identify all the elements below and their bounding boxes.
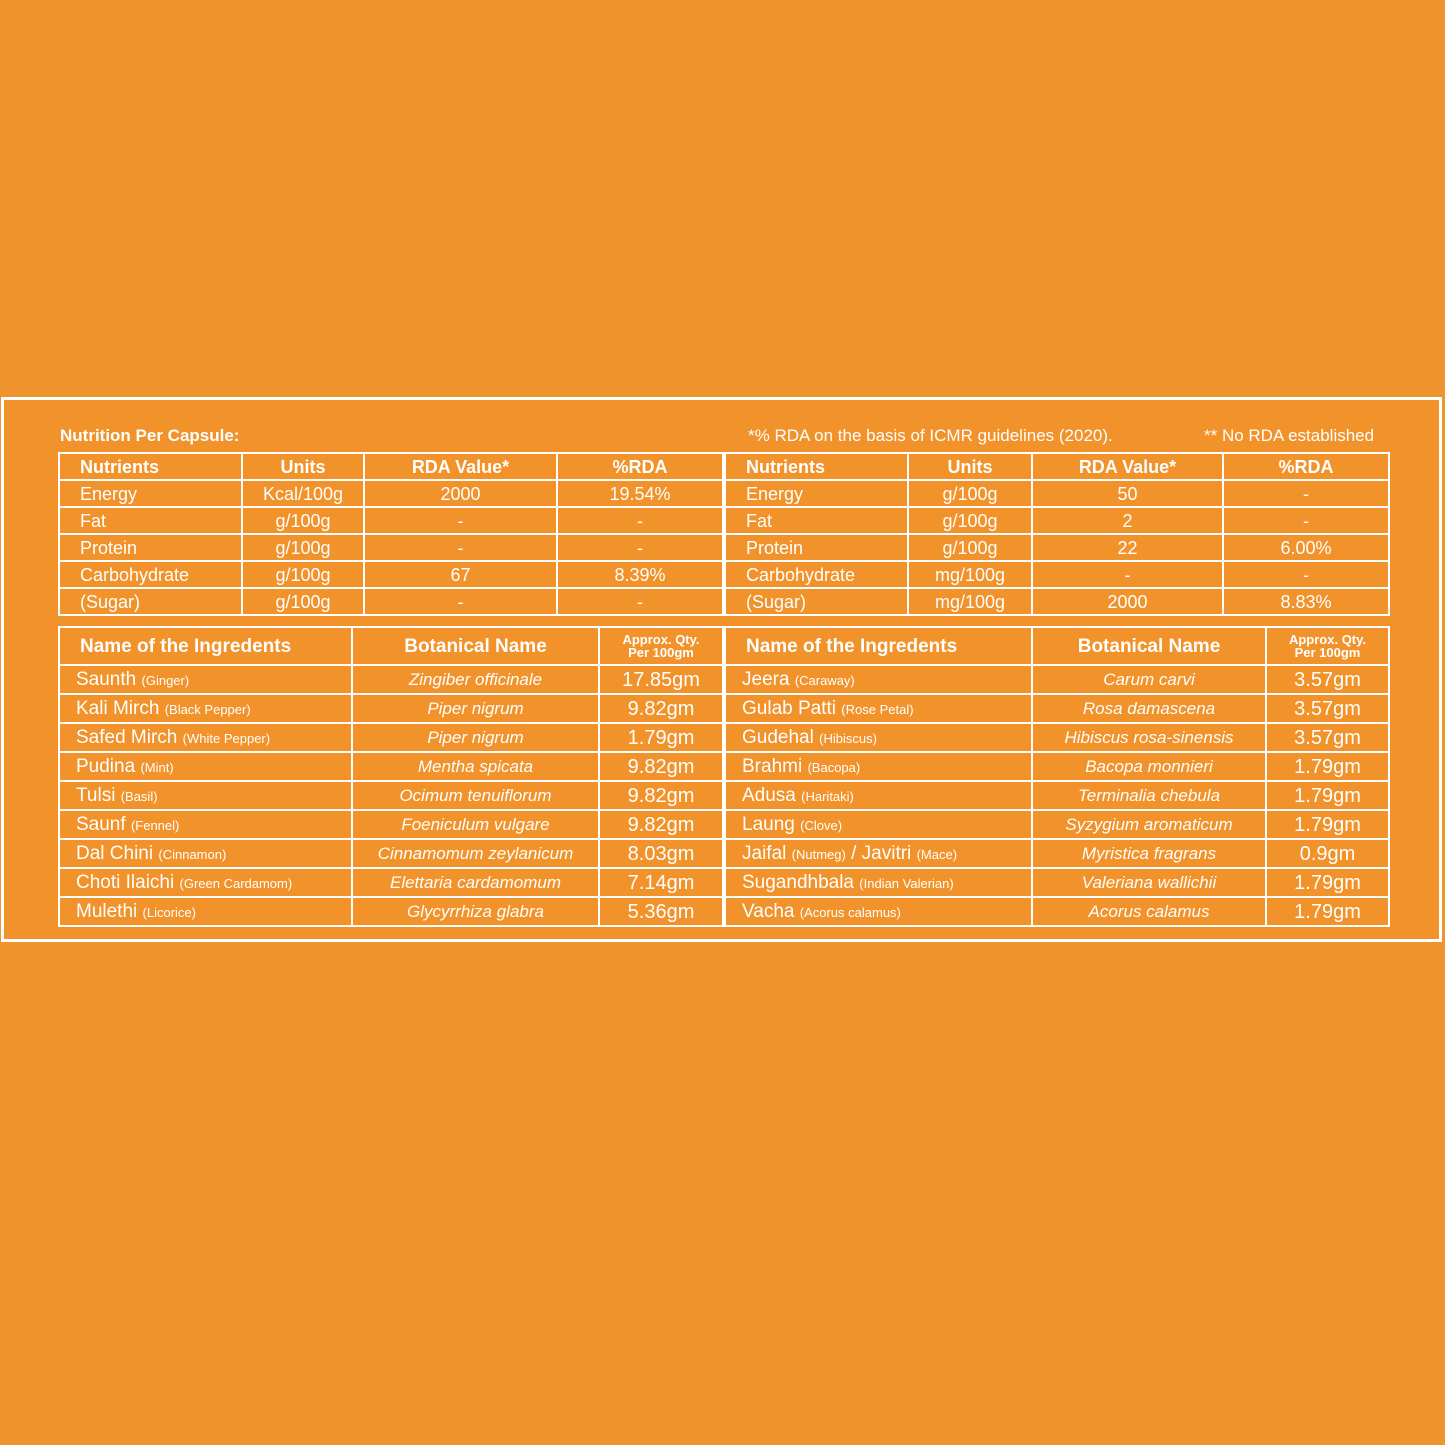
approx-qty: 1.79gm — [1266, 868, 1389, 897]
nutrient-name: (Sugar) — [725, 588, 908, 615]
table-row — [725, 723, 1389, 752]
ingredient-name-cell — [725, 723, 1032, 752]
table-row — [725, 781, 1389, 810]
botanical-name: Valeriana wallichii — [1032, 868, 1266, 897]
botanical-name: Glycyrrhiza glabra — [352, 897, 599, 926]
botanical-name: Elettaria cardamomum — [352, 868, 599, 897]
ingredient-common-name: (Basil) — [120, 789, 158, 804]
table-row — [725, 839, 1389, 868]
ingredient-name: Mulethi — [76, 901, 138, 922]
botanical-name: Bacopa monnieri — [1032, 752, 1266, 781]
nutrition-table-right — [724, 452, 1390, 616]
ingredient-common-name: (Cinnamon) — [158, 847, 227, 862]
ingredient-common-name: (Hibiscus) — [819, 731, 877, 746]
table-row — [59, 723, 723, 752]
rda-percent: 8.83% — [1223, 588, 1389, 615]
table-row — [725, 507, 1389, 534]
nutrient-unit: g/100g — [242, 507, 364, 534]
approx-qty: 1.79gm — [1266, 810, 1389, 839]
rda-percent: 8.39% — [557, 561, 723, 588]
botanical-name: Foeniculum vulgare — [352, 810, 599, 839]
rda-footnote: *% RDA on the basis of ICMR guidelines (2020). — [748, 426, 1113, 445]
ingredient-common-name: (Nutmeg) — [791, 847, 846, 862]
header-approx-qty — [599, 627, 723, 665]
approx-qty: 3.57gm — [1266, 694, 1389, 723]
ingredient-common-name: (Licorice) — [142, 905, 196, 920]
table-row — [59, 839, 723, 868]
table-header-row — [59, 627, 723, 665]
nutrient-unit: g/100g — [242, 534, 364, 561]
nutrient-unit: g/100g — [908, 507, 1032, 534]
nutrient-name: Protein — [725, 534, 908, 561]
ingredient-name-cell — [59, 781, 352, 810]
nutrient-unit: Kcal/100g — [242, 480, 364, 507]
nutrient-name: Protein — [59, 534, 242, 561]
ingredient-name: Adusa — [742, 785, 796, 806]
header-units: Units — [908, 453, 1032, 480]
ingredient-common-name: (Bacopa) — [807, 760, 861, 775]
rda-value: - — [364, 534, 557, 561]
ingredient-name: Pudina — [76, 756, 136, 777]
nutrient-unit: g/100g — [242, 588, 364, 615]
ingredient-name: Kali Mirch — [76, 698, 160, 719]
header-nutrients: Nutrients — [725, 453, 908, 480]
nutrient-unit: g/100g — [242, 561, 364, 588]
botanical-name: Terminalia chebula — [1032, 781, 1266, 810]
nutrient-unit: g/100g — [908, 534, 1032, 561]
ingredient-name-cell — [59, 723, 352, 752]
header-ingredient-name: Name of the Ingredents — [725, 627, 1032, 665]
botanical-name: Hibiscus rosa-sinensis — [1032, 723, 1266, 752]
ingredient-name-cell — [59, 868, 352, 897]
ingredient-common-name: (Rose Petal) — [841, 702, 914, 717]
header-rda-value: RDA Value* — [1032, 453, 1223, 480]
ingredient-common-name: (Haritaki) — [801, 789, 854, 804]
approx-qty: 9.82gm — [599, 752, 723, 781]
rda-percent: - — [1223, 561, 1389, 588]
table-row — [725, 752, 1389, 781]
botanical-name: Cinnamomum zeylanicum — [352, 839, 599, 868]
rda-value: - — [364, 588, 557, 615]
rda-value: 50 — [1032, 480, 1223, 507]
qty-label: Approx. Qty. — [1288, 632, 1367, 647]
table-row — [725, 561, 1389, 588]
table-row — [59, 665, 723, 694]
table-row — [725, 665, 1389, 694]
ingredients-table-right — [724, 626, 1390, 927]
header-rda-percent: %RDA — [557, 453, 723, 480]
rda-value: 2000 — [1032, 588, 1223, 615]
nutrient-name: Carbohydrate — [725, 561, 908, 588]
rda-value: 2000 — [364, 480, 557, 507]
approx-qty: 9.82gm — [599, 781, 723, 810]
approx-qty: 8.03gm — [599, 839, 723, 868]
header-botanical-name: Botanical Name — [1032, 627, 1266, 665]
ingredient-common-name: (White Pepper) — [182, 731, 271, 746]
approx-qty: 9.82gm — [599, 694, 723, 723]
table-row — [725, 810, 1389, 839]
rda-value: - — [364, 507, 557, 534]
nutrient-name: Energy — [725, 480, 908, 507]
table-row — [725, 897, 1389, 926]
approx-qty: 3.57gm — [1266, 665, 1389, 694]
nutrition-panel — [1, 397, 1442, 942]
ingredient-name-cell — [59, 839, 352, 868]
ingredient-name: Laung — [742, 814, 795, 835]
approx-qty: 5.36gm — [599, 897, 723, 926]
ingredient-name: Choti Ilaichi — [76, 872, 175, 893]
ingredient-name: Safed Mirch — [76, 727, 178, 748]
ingredient-name-cell — [725, 839, 1032, 868]
no-rda-footnote: ** No RDA established — [1204, 426, 1375, 445]
nutrient-unit: g/100g — [908, 480, 1032, 507]
botanical-name: Ocimum tenuiflorum — [352, 781, 599, 810]
rda-percent: - — [557, 588, 723, 615]
header-nutrients: Nutrients — [59, 453, 242, 480]
approx-qty: 1.79gm — [1266, 897, 1389, 926]
nutrient-name: Fat — [59, 507, 242, 534]
nutrient-name: Energy — [59, 480, 242, 507]
ingredient-common-name: (Indian Valerian) — [859, 876, 954, 891]
approx-qty: 1.79gm — [1266, 752, 1389, 781]
ingredient-common-name: (Green Cardamom) — [179, 876, 293, 891]
ingredient-name-cell — [59, 665, 352, 694]
nutrient-unit: mg/100g — [908, 588, 1032, 615]
table-row — [725, 868, 1389, 897]
ingredient-name-secondary: / Javitri — [851, 843, 912, 864]
table-row — [59, 810, 723, 839]
rda-percent: 19.54% — [557, 480, 723, 507]
ingredient-name-cell — [725, 665, 1032, 694]
table-header-row — [59, 453, 723, 480]
ingredient-name-cell — [725, 897, 1032, 926]
ingredient-common-name: (Mint) — [140, 760, 174, 775]
table-row — [725, 480, 1389, 507]
nutrient-name: (Sugar) — [59, 588, 242, 615]
table-header-row — [725, 627, 1389, 665]
ingredient-name: Vacha — [742, 901, 795, 922]
ingredient-common-name: (Clove) — [800, 818, 843, 833]
ingredient-name: Gudehal — [742, 727, 814, 748]
botanical-name: Zingiber officinale — [352, 665, 599, 694]
ingredient-name-cell — [725, 752, 1032, 781]
ingredient-name: Saunf — [76, 814, 126, 835]
table-header-row — [725, 453, 1389, 480]
botanical-name: Piper nigrum — [352, 723, 599, 752]
table-row — [59, 534, 723, 561]
botanical-name: Syzygium aromaticum — [1032, 810, 1266, 839]
approx-qty: 7.14gm — [599, 868, 723, 897]
approx-qty: 17.85gm — [599, 665, 723, 694]
nutrition-table-left — [58, 452, 724, 616]
ingredient-common-name: (Fennel) — [130, 818, 180, 833]
panel-title: Nutrition Per Capsule: — [60, 426, 240, 445]
table-row — [59, 480, 723, 507]
ingredient-name-cell — [59, 897, 352, 926]
ingredient-name-cell — [59, 694, 352, 723]
header-ingredient-name: Name of the Ingredents — [59, 627, 352, 665]
table-row — [59, 561, 723, 588]
ingredient-name: Dal Chini — [76, 843, 154, 864]
ingredients-table-left — [58, 626, 724, 927]
ingredient-name: Tulsi — [76, 785, 116, 806]
botanical-name: Acorus calamus — [1032, 897, 1266, 926]
table-row — [725, 534, 1389, 561]
rda-percent: - — [557, 507, 723, 534]
rda-percent: - — [1223, 480, 1389, 507]
approx-qty: 1.79gm — [599, 723, 723, 752]
header-rda-percent: %RDA — [1223, 453, 1389, 480]
ingredient-name: Gulab Patti — [742, 698, 836, 719]
ingredient-name-cell — [725, 810, 1032, 839]
ingredient-common-name-secondary: (Mace) — [916, 847, 958, 862]
rda-value: 67 — [364, 561, 557, 588]
ingredient-name-cell — [725, 868, 1032, 897]
header-botanical-name: Botanical Name — [352, 627, 599, 665]
rda-percent: 6.00% — [1223, 534, 1389, 561]
header-approx-qty — [1266, 627, 1389, 665]
qty-unit-label: Per 100gm — [1294, 645, 1361, 660]
ingredient-name: Jeera — [742, 669, 790, 690]
nutrient-name: Carbohydrate — [59, 561, 242, 588]
rda-value: - — [1032, 561, 1223, 588]
header-units: Units — [242, 453, 364, 480]
table-row — [725, 694, 1389, 723]
ingredient-name: Saunth — [76, 669, 137, 690]
botanical-name: Rosa damascena — [1032, 694, 1266, 723]
botanical-name: Carum carvi — [1032, 665, 1266, 694]
rda-value: 22 — [1032, 534, 1223, 561]
botanical-name: Mentha spicata — [352, 752, 599, 781]
table-row — [725, 588, 1389, 615]
ingredient-name: Brahmi — [742, 756, 803, 777]
qty-label: Approx. Qty. — [622, 632, 700, 647]
ingredient-name-cell — [725, 694, 1032, 723]
ingredient-common-name: (Ginger) — [141, 673, 190, 688]
nutrient-unit: mg/100g — [908, 561, 1032, 588]
approx-qty: 1.79gm — [1266, 781, 1389, 810]
approx-qty: 0.9gm — [1266, 839, 1389, 868]
ingredient-name-cell — [59, 810, 352, 839]
table-row — [59, 588, 723, 615]
qty-unit-label: Per 100gm — [628, 645, 694, 660]
approx-qty: 3.57gm — [1266, 723, 1389, 752]
table-row — [59, 752, 723, 781]
rda-percent: - — [1223, 507, 1389, 534]
ingredient-name-cell — [725, 781, 1032, 810]
botanical-name: Piper nigrum — [352, 694, 599, 723]
botanical-name: Myristica fragrans — [1032, 839, 1266, 868]
rda-value: 2 — [1032, 507, 1223, 534]
table-row — [59, 694, 723, 723]
nutrient-name: Fat — [725, 507, 908, 534]
header-rda-value: RDA Value* — [364, 453, 557, 480]
ingredient-common-name: (Caraway) — [794, 673, 855, 688]
table-row — [59, 868, 723, 897]
ingredient-common-name: (Black Pepper) — [164, 702, 251, 717]
ingredient-name: Jaifal — [742, 843, 787, 864]
table-row — [59, 781, 723, 810]
ingredient-name-cell — [59, 752, 352, 781]
table-row — [59, 897, 723, 926]
table-row — [59, 507, 723, 534]
rda-percent: - — [557, 534, 723, 561]
ingredient-common-name: (Acorus calamus) — [799, 905, 901, 920]
ingredient-name: Sugandhbala — [742, 872, 854, 893]
approx-qty: 9.82gm — [599, 810, 723, 839]
